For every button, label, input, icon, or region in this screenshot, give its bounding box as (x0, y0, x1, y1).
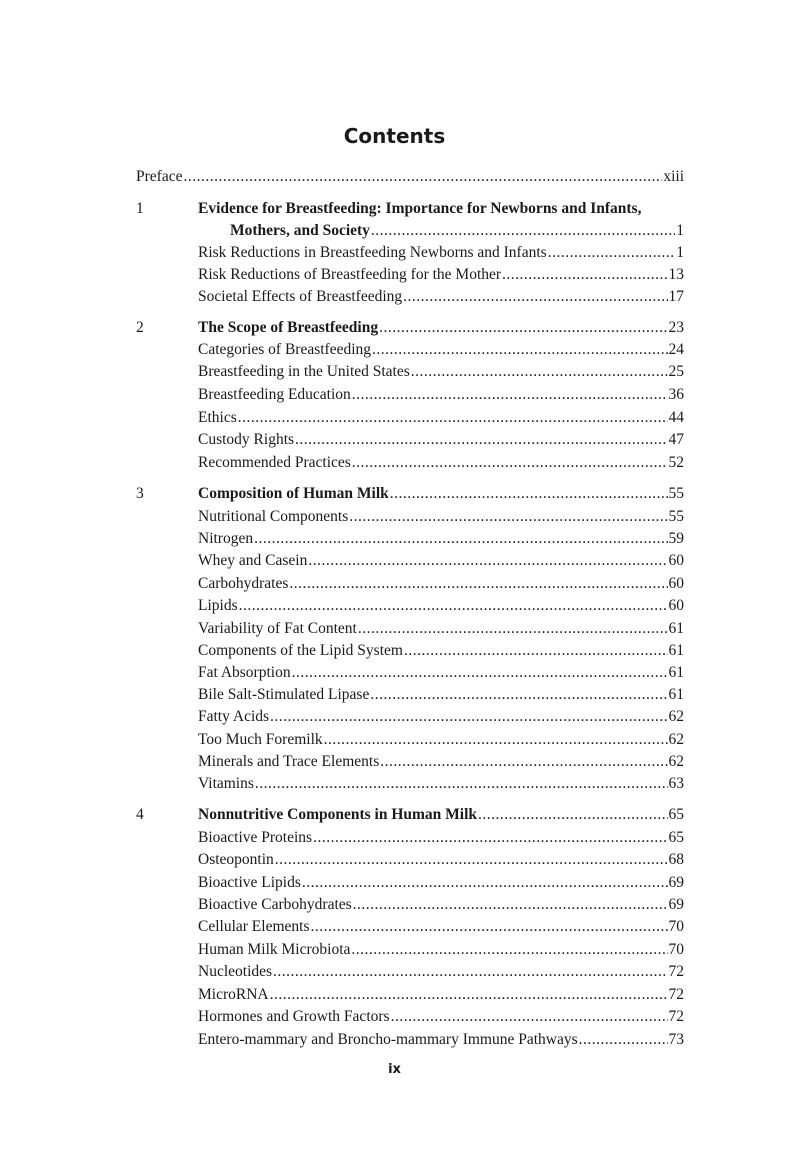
toc-label: Lipids (198, 597, 238, 614)
dot-leader (372, 339, 667, 361)
toc-chapter-3[interactable] (198, 483, 684, 505)
toc-page: 47 (668, 431, 684, 448)
dot-leader (404, 640, 668, 662)
toc-entry[interactable] (198, 872, 684, 894)
toc-entry[interactable] (198, 751, 684, 773)
toc-entry[interactable] (198, 662, 684, 684)
chapter-title-cont: Mothers, and Society (230, 222, 370, 239)
toc-page: 61 (668, 686, 684, 703)
toc-entry[interactable] (198, 595, 684, 617)
dot-leader (255, 773, 668, 795)
toc-page: 70 (668, 941, 684, 958)
toc-entry[interactable] (198, 528, 684, 550)
toc-page: 72 (668, 1008, 684, 1025)
toc-entry[interactable] (198, 706, 684, 728)
toc-label: Cellular Elements (198, 918, 310, 935)
toc-entry[interactable] (198, 1029, 684, 1051)
dot-leader (579, 1029, 668, 1051)
chapter-number: 2 (136, 319, 144, 336)
toc-entry[interactable] (198, 939, 684, 961)
dot-leader (379, 317, 667, 339)
toc-page: 25 (668, 363, 684, 380)
toc-label: Minerals and Trace Elements (198, 753, 380, 770)
dot-leader (353, 894, 668, 916)
dot-leader (295, 429, 667, 451)
toc-page: 52 (668, 454, 684, 471)
dot-leader (352, 384, 668, 406)
toc-page: 69 (668, 874, 684, 891)
toc-label: Bioactive Carbohydrates (198, 896, 352, 913)
dot-leader (238, 407, 668, 429)
toc-label: Fatty Acids (198, 708, 270, 725)
dot-leader (275, 849, 668, 871)
dot-leader (351, 939, 667, 961)
dot-leader (548, 242, 676, 264)
dot-leader (183, 166, 662, 188)
toc-chapter-1[interactable] (230, 220, 684, 242)
toc-page: 60 (668, 597, 684, 614)
toc-page: 62 (668, 753, 684, 770)
toc-label: MicroRNA (198, 986, 269, 1003)
toc-entry[interactable] (198, 573, 684, 595)
toc-entry[interactable] (198, 1006, 684, 1028)
dot-leader (254, 528, 667, 550)
dot-leader (313, 827, 667, 849)
dot-leader (502, 264, 667, 286)
toc-label: Nitrogen (198, 530, 254, 547)
toc-entry[interactable] (198, 640, 684, 662)
toc-entry[interactable] (198, 452, 684, 474)
chapter-title[interactable]: Evidence for Breastfeeding: Importance for Newborns and Infants, (198, 200, 642, 217)
dot-leader (358, 618, 668, 640)
page-number: ix (388, 1062, 401, 1077)
toc-label: Risk Reductions of Breastfeeding for the Mother (198, 266, 502, 283)
toc-page: 61 (668, 664, 684, 681)
toc-page: 60 (668, 575, 684, 592)
toc-label: Variability of Fat Content (198, 620, 357, 637)
chapter-title: Nonnutritive Components in Human Milk (198, 806, 478, 823)
chapter-title: Composition of Human Milk (198, 485, 389, 502)
toc-entry[interactable] (198, 773, 684, 795)
chapter-number: 1 (136, 200, 144, 217)
toc-label: Categories of Breastfeeding (198, 341, 372, 358)
dot-leader (411, 361, 668, 383)
toc-label: Whey and Casein (198, 552, 308, 569)
toc-label: Human Milk Microbiota (198, 941, 351, 958)
toc-page: 55 (668, 485, 684, 502)
toc-label: Vitamins (198, 775, 254, 792)
dot-leader (478, 804, 667, 826)
dot-leader (270, 984, 668, 1006)
toc-entry[interactable] (198, 618, 684, 640)
toc-entry[interactable] (198, 849, 684, 871)
toc-page: 65 (668, 806, 684, 823)
toc-entry[interactable] (198, 729, 684, 751)
dot-leader (239, 595, 668, 617)
toc-label: Nutritional Components (198, 508, 349, 525)
dot-leader (390, 483, 668, 505)
toc-page: 63 (668, 775, 684, 792)
toc-page: 62 (668, 731, 684, 748)
toc-entry[interactable] (198, 894, 684, 916)
toc-label: Risk Reductions in Breastfeeding Newborns and Infants (198, 244, 547, 261)
dot-leader (371, 220, 675, 242)
toc-page: 13 (668, 266, 684, 283)
toc-entry[interactable] (198, 827, 684, 849)
toc-label: Too Much Foremilk (198, 731, 323, 748)
toc-entry[interactable] (198, 916, 684, 938)
toc-page: 72 (668, 963, 684, 980)
dot-leader (352, 452, 668, 474)
toc-entry[interactable] (198, 242, 684, 264)
toc-label: Ethics (198, 409, 237, 426)
toc-label: Bile Salt-Stimulated Lipase (198, 686, 370, 703)
toc-page: 23 (668, 319, 684, 336)
toc-page: 61 (668, 620, 684, 637)
toc-entry[interactable] (198, 429, 684, 451)
dot-leader (308, 550, 667, 572)
toc-page: 69 (668, 896, 684, 913)
chapter-number: 4 (136, 806, 144, 823)
toc-entry[interactable] (198, 684, 684, 706)
toc-label: Nucleotides (198, 963, 273, 980)
toc-page: 65 (668, 829, 684, 846)
toc-label: Preface (136, 168, 183, 185)
toc-label: Custody Rights (198, 431, 295, 448)
chapter-number: 3 (136, 485, 144, 502)
toc-page: 17 (668, 288, 684, 305)
toc-label: Carbohydrates (198, 575, 289, 592)
toc-entry[interactable] (198, 286, 684, 308)
toc-page: 70 (668, 918, 684, 935)
toc-entry[interactable] (198, 264, 684, 286)
page-title: Contents (343, 124, 446, 148)
dot-leader (403, 286, 667, 308)
toc-page: 72 (668, 986, 684, 1003)
toc-chapter-4[interactable] (198, 804, 684, 826)
toc-entry[interactable] (198, 506, 684, 528)
toc-entry[interactable] (198, 339, 684, 361)
toc-chapter-2[interactable] (198, 317, 684, 339)
toc-page: 68 (668, 851, 684, 868)
toc-page: 24 (668, 341, 684, 358)
toc-page: 61 (668, 642, 684, 659)
dot-leader (380, 751, 667, 773)
dot-leader (349, 506, 667, 528)
toc-label: Fat Absorption (198, 664, 291, 681)
toc-label: Hormones and Growth Factors (198, 1008, 390, 1025)
toc-preface[interactable] (136, 166, 684, 188)
toc-label: Breastfeeding Education (198, 386, 351, 403)
toc-label: Entero-mammary and Broncho-mammary Immune Pathways (198, 1031, 578, 1048)
toc-label: Bioactive Lipids (198, 874, 301, 891)
toc-label: Societal Effects of Breastfeeding (198, 288, 403, 305)
dot-leader (292, 662, 668, 684)
toc-entry[interactable] (198, 407, 684, 429)
dot-leader (289, 573, 667, 595)
toc-entry[interactable] (198, 361, 684, 383)
dot-leader (391, 1006, 668, 1028)
toc-label: Osteopontin (198, 851, 274, 868)
dot-leader (302, 872, 668, 894)
toc-page: 55 (668, 508, 684, 525)
toc-page: 73 (668, 1031, 684, 1048)
toc-entry[interactable] (198, 384, 684, 406)
toc-page: xiii (663, 168, 684, 185)
toc-page: 60 (668, 552, 684, 569)
toc-label: Breastfeeding in the United States (198, 363, 410, 380)
toc-entry[interactable] (198, 961, 684, 983)
chapter-title: The Scope of Breastfeeding (198, 319, 379, 336)
dot-leader (270, 706, 667, 728)
toc-page: 1 (676, 244, 684, 261)
toc-entry[interactable] (198, 984, 684, 1006)
toc-entry[interactable] (198, 550, 684, 572)
toc-page: 59 (668, 530, 684, 547)
dot-leader (370, 684, 667, 706)
toc-label: Components of the Lipid System (198, 642, 403, 659)
toc-page: 62 (668, 708, 684, 725)
toc-page: 36 (668, 386, 684, 403)
toc-page: 1 (676, 222, 684, 239)
toc-page: 44 (668, 409, 684, 426)
dot-leader (310, 916, 667, 938)
toc-label: Recommended Practices (198, 454, 351, 471)
toc-label: Bioactive Proteins (198, 829, 313, 846)
dot-leader (273, 961, 667, 983)
dot-leader (324, 729, 668, 751)
